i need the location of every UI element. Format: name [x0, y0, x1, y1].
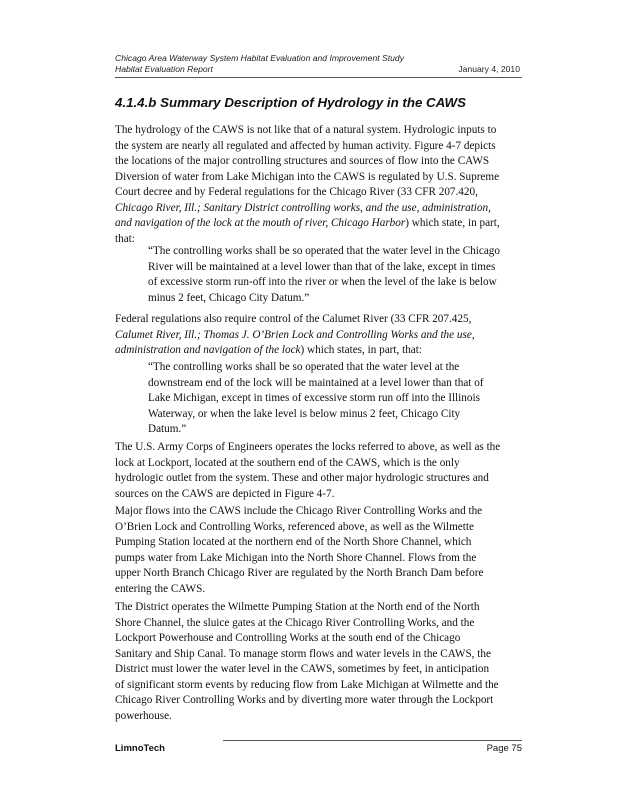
text-line — [115, 343, 520, 359]
quote-line: “The controlling works shall be so operated that the water level at the — [148, 361, 460, 373]
text-line: Court decree and by Federal regulations for the Chicago River (33 CFR 207.420, — [115, 186, 478, 198]
text-fragment: ) which states, in part, that: — [300, 344, 422, 356]
text-line: Pumping Station located at the northern end of the North Shore Channel, which — [115, 536, 472, 548]
text-line: entering the CAWS. — [115, 582, 206, 595]
text-line: The District operates the Wilmette Pumping Station at the North end of the North — [115, 601, 480, 613]
quote-line: Waterway, or when the lake level is below minus 2 feet, Chicago City — [148, 407, 461, 420]
paragraph-calumet-regulations — [115, 312, 520, 359]
text-fragment: ) which state, in part, — [405, 217, 500, 229]
header-report-title: Habitat Evaluation Report — [115, 64, 213, 74]
text-line: lock at Lockport, located at the southern end of the CAWS, which is the only — [115, 456, 460, 469]
text-line: the locations of the major controlling structures and sources of flow into the CAWS — [115, 155, 490, 167]
quote-line: of excessive storm run-off into the river or when the level of the lake is below — [148, 276, 497, 288]
paragraph-district-operations — [115, 600, 520, 724]
text-line: the system are nearly all regulated and affected by human activity. Figure 4-7 depicts — [115, 139, 496, 152]
text-line: Federal regulations also require control of the Calumet River (33 CFR 207.425, — [115, 313, 472, 325]
quote-line: downstream end of the lock will be maintained at a level lower than that of — [148, 376, 484, 389]
text-line: pumps water from Lake Michigan into the North Shore Channel. Flows from the — [115, 551, 477, 564]
text-line: Sanitary and Ship Canal. To manage storm flows and water levels in the CAWS, the — [115, 647, 491, 660]
quote-line: “The controlling works shall be so operated that the water level in the Chicago — [148, 245, 500, 257]
text-line: Major flows into the CAWS include the Chicago River Controlling Works and the — [115, 505, 483, 517]
text-line: Lockport Powerhouse and Controlling Works at the south end of the Chicago — [115, 632, 461, 644]
footer-divider — [223, 740, 522, 741]
text-line: powerhouse. — [115, 709, 172, 722]
regulation-title-italic: and navigation of the lock at the mouth of river, Chicago Harbor — [115, 217, 406, 229]
paragraph-army-corps — [115, 440, 520, 502]
footer-company: LimnoTech — [115, 743, 165, 754]
text-line: O’Brien Lock and Controlling Works, referenced above, as well as the Wilmette — [115, 520, 474, 533]
running-header-subtitle — [115, 64, 520, 75]
block-quote-calumet-river — [148, 360, 520, 438]
text-line: of significant storm events by reducing flow from Lake Michigan at Wilmette and the — [115, 678, 499, 691]
header-study-title: Chicago Area Waterway System Habitat Evaluation and Improvement Study — [115, 53, 404, 63]
running-header-title — [115, 53, 520, 64]
paragraph-hydrology-intro — [115, 123, 520, 247]
quote-line: River will be maintained at a level lower than that of the lake, except in times — [148, 260, 496, 273]
text-line: sources on the CAWS are depicted in Figure 4-7. — [115, 487, 335, 500]
text-line: upper North Branch Chicago River are regulated by the North Branch Dam before — [115, 567, 484, 579]
text-line-italic: Calumet River, Ill.; Thomas J. O’Brien Lock and Controlling Works and the use, — [115, 328, 475, 341]
paragraph-major-flows — [115, 504, 520, 597]
text-line-italic: Chicago River, Ill.; Sanitary District controlling works, and the use, administration, — [115, 201, 491, 214]
quote-line: Datum.” — [148, 423, 187, 435]
text-line: that: — [115, 232, 135, 245]
header-date: January 4, 2010 — [458, 64, 520, 74]
text-line: The U.S. Army Corps of Engineers operates the locks referred to above, as well as the — [115, 441, 501, 453]
text-line: Shore Channel, the sluice gates at the Chicago River Controlling Works, and the — [115, 616, 475, 629]
text-line — [115, 216, 520, 232]
quote-line: Lake Michigan, except in times of excessive storm run off into the Illinois — [148, 392, 480, 404]
text-line: hydrologic outlet from the system. These and other major hydrologic structures and — [115, 472, 489, 484]
regulation-title-italic: administration and navigation of the lock — [115, 344, 301, 356]
text-line: Diversion of water from Lake Michigan into the CAWS is regulated by U.S. Supreme — [115, 170, 500, 183]
text-line: Chicago River Controlling Works and by diverting more water through the Lockport — [115, 694, 494, 706]
quote-line: minus 2 feet, Chicago City Datum.” — [148, 291, 310, 304]
section-title: 4.1.4.b Summary Description of Hydrology in the CAWS — [115, 95, 466, 110]
header-divider — [115, 77, 522, 78]
footer-page-number: Page 75 — [486, 743, 522, 754]
block-quote-chicago-river — [148, 244, 520, 306]
text-line: District must lower the water level in the CAWS, sometimes by feet, in anticipation — [115, 663, 490, 675]
text-line: The hydrology of the CAWS is not like that of a natural system. Hydrologic inputs to — [115, 124, 497, 136]
